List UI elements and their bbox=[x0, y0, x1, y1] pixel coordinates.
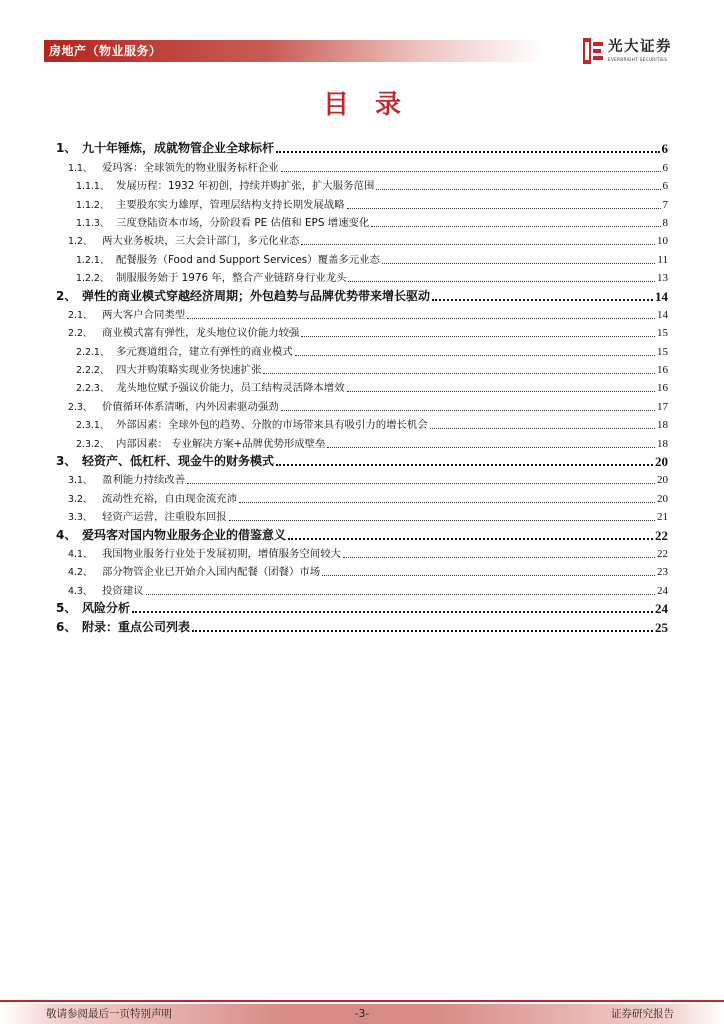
toc-entry[interactable] bbox=[56, 451, 668, 469]
toc-entry-title: 制服服务始于 1976 年，整合产业链跻身行业龙头 bbox=[116, 272, 347, 285]
brand-name-cn: 光大证券 bbox=[608, 39, 672, 55]
toc-entry-number: 1.1.3、 bbox=[76, 217, 110, 229]
toc-entry-page: 7 bbox=[662, 198, 668, 211]
toc-entry-title: 龙头地位赋予强议价能力，员工结构灵活降本增效 bbox=[116, 382, 345, 395]
toc-entry-page: 6 bbox=[662, 161, 668, 174]
toc-entry-page: 10 bbox=[657, 235, 668, 248]
toc-entry-number: 1.2、 bbox=[68, 236, 93, 248]
toc-entry[interactable] bbox=[56, 285, 668, 303]
toc-leader-dots bbox=[432, 299, 653, 301]
toc-entry[interactable] bbox=[56, 156, 668, 174]
toc-entry[interactable] bbox=[56, 193, 668, 211]
toc-entry-page: 16 bbox=[657, 364, 668, 377]
toc-entry[interactable] bbox=[56, 598, 668, 616]
toc-entry-title: 我国物业服务行业处于发展初期，增值服务空间较大 bbox=[102, 547, 341, 560]
toc-entry-number: 6、 bbox=[56, 619, 77, 634]
toc-leader-dots bbox=[382, 263, 655, 264]
toc-entry-title: 外部因素：全球外包的趋势、分散的市场带来具有吸引力的增长机会 bbox=[116, 419, 428, 432]
toc-entry-page: 21 bbox=[657, 511, 668, 524]
toc-entry[interactable] bbox=[56, 395, 668, 413]
toc-entry-number: 2.2.2、 bbox=[76, 365, 110, 377]
toc-entry-number: 1.1.1、 bbox=[76, 181, 110, 193]
toc-entry[interactable] bbox=[56, 340, 668, 358]
toc-entry[interactable] bbox=[56, 322, 668, 340]
toc-entry-page: 22 bbox=[655, 527, 668, 543]
toc-entry-number: 3、 bbox=[56, 454, 77, 469]
toc-entry-page: 15 bbox=[657, 327, 668, 340]
toc-leader-dots bbox=[347, 391, 655, 392]
toc-entry-title: 爱玛客：全球领先的物业服务标杆企业 bbox=[102, 161, 279, 174]
toc-entry-page: 6 bbox=[661, 141, 668, 157]
toc-entry-number: 3.2、 bbox=[68, 493, 93, 505]
toc-entry-number: 4、 bbox=[56, 527, 77, 542]
toc-entry[interactable] bbox=[56, 212, 668, 230]
toc-entry-page: 13 bbox=[657, 272, 668, 285]
toc-entry-page: 23 bbox=[657, 566, 668, 579]
toc-entry-title: 流动性充裕，自由现金流充沛 bbox=[102, 492, 238, 505]
brand-logo bbox=[583, 38, 683, 66]
toc-entry-title: 两大客户合同类型 bbox=[102, 308, 186, 321]
toc-entry-title: 九十年锤炼，成就物管企业全球标杆 bbox=[82, 141, 275, 156]
toc-entry[interactable] bbox=[56, 506, 668, 524]
toc-leader-dots bbox=[281, 410, 655, 411]
toc-entry-page: 22 bbox=[657, 547, 668, 560]
toc-entry[interactable] bbox=[56, 377, 668, 395]
toc-entry-number: 1、 bbox=[56, 141, 77, 156]
toc-entry-number: 2.3.1、 bbox=[76, 420, 110, 432]
toc-entry-number: 2.1、 bbox=[68, 309, 93, 321]
toc-entry-number: 1.2.1、 bbox=[76, 254, 110, 266]
footer-rule bbox=[0, 1000, 724, 1002]
toc-entry-number: 4.1、 bbox=[68, 548, 93, 560]
toc-leader-dots bbox=[132, 611, 653, 613]
toc-entry-title: 轻资产、低杠杆、现金牛的财务模式 bbox=[82, 454, 275, 469]
toc-entry-title: 两大业务板块，三大会计部门，多元化业态 bbox=[102, 235, 300, 248]
toc-leader-dots bbox=[276, 151, 659, 153]
toc-entry-title: 部分物管企业已开始介入国内配餐（团餐）市场 bbox=[102, 566, 321, 579]
footer-report-type: 证券研究报告 bbox=[611, 1008, 674, 1020]
toc-leader-dots bbox=[348, 281, 655, 282]
toc-entry-title: 弹性的商业模式穿越经济周期；外包趋势与品牌优势带来增长驱动 bbox=[82, 288, 431, 303]
toc-entry-page: 11 bbox=[657, 253, 668, 266]
table-of-contents bbox=[56, 138, 668, 635]
toc-entry[interactable] bbox=[56, 359, 668, 377]
toc-leader-dots bbox=[301, 336, 655, 337]
toc-leader-dots bbox=[146, 594, 655, 595]
toc-entry-page: 24 bbox=[657, 584, 668, 597]
toc-entry-page: 24 bbox=[655, 601, 668, 617]
toc-entry-title: 盈利能力持续改善 bbox=[102, 474, 186, 487]
toc-entry-title: 轻资产运营，注重股东回报 bbox=[102, 511, 227, 524]
toc-entry[interactable] bbox=[56, 524, 668, 542]
toc-entry-title: 三度登陆资本市场，分阶段看 PE 估值和 EPS 增速变化 bbox=[116, 216, 370, 229]
toc-leader-dots bbox=[327, 447, 655, 448]
toc-title: 目录 bbox=[322, 90, 427, 120]
toc-entry-title: 配餐服务（Food and Support Services）覆盖多元业态 bbox=[116, 253, 380, 266]
toc-entry[interactable] bbox=[56, 579, 668, 597]
toc-entry[interactable] bbox=[56, 616, 668, 634]
toc-leader-dots bbox=[276, 464, 653, 466]
toc-entry-page: 16 bbox=[657, 382, 668, 395]
toc-entry-title: 爱玛客对国内物业服务企业的借鉴意义 bbox=[82, 527, 287, 542]
toc-entry[interactable] bbox=[56, 414, 668, 432]
toc-entry-page: 18 bbox=[657, 437, 668, 450]
toc-entry-number: 4.2、 bbox=[68, 567, 93, 579]
toc-entry-page: 20 bbox=[657, 474, 668, 487]
toc-entry[interactable] bbox=[56, 469, 668, 487]
toc-entry[interactable] bbox=[56, 487, 668, 505]
toc-entry-number: 1.2.2、 bbox=[76, 273, 110, 285]
toc-leader-dots bbox=[187, 318, 655, 319]
toc-entry-page: 20 bbox=[657, 492, 668, 505]
toc-entry-page: 20 bbox=[655, 454, 668, 470]
toc-leader-dots bbox=[187, 483, 655, 484]
toc-entry[interactable] bbox=[56, 304, 668, 322]
toc-entry-title: 发展历程：1932 年初创，持续并购扩张，扩大服务范围 bbox=[116, 180, 375, 193]
toc-entry-number: 2.2、 bbox=[68, 328, 93, 340]
toc-leader-dots bbox=[430, 428, 655, 429]
toc-entry-title: 价值循环体系清晰，内外因素驱动强劲 bbox=[102, 400, 279, 413]
footer-page-number: -3- bbox=[354, 1008, 370, 1020]
toc-entry-page: 14 bbox=[655, 288, 668, 304]
brand-logo-icon bbox=[583, 38, 603, 64]
toc-entry-number: 1.1.2、 bbox=[76, 199, 110, 211]
toc-leader-dots bbox=[371, 226, 660, 227]
toc-leader-dots bbox=[376, 189, 660, 190]
toc-entry[interactable] bbox=[56, 230, 668, 248]
brand-name-en: EVERBRIGHT SECURITIES bbox=[608, 57, 668, 62]
toc-entry-page: 25 bbox=[655, 619, 668, 635]
toc-leader-dots bbox=[239, 502, 655, 503]
toc-entry[interactable] bbox=[56, 561, 668, 579]
toc-leader-dots bbox=[347, 208, 661, 209]
toc-leader-dots bbox=[295, 355, 655, 356]
toc-entry-title: 内部因素： 专业解决方案+品牌优势形成壁垒 bbox=[116, 437, 326, 450]
toc-entry-page: 18 bbox=[657, 419, 668, 432]
toc-entry-page: 6 bbox=[662, 180, 668, 193]
toc-leader-dots bbox=[229, 520, 655, 521]
toc-leader-dots bbox=[288, 538, 653, 540]
toc-leader-dots bbox=[322, 575, 655, 576]
toc-entry-number: 3.1、 bbox=[68, 475, 93, 487]
toc-leader-dots bbox=[343, 557, 655, 558]
toc-entry-title: 四大并购策略实现业务快速扩张 bbox=[116, 364, 262, 377]
toc-entry[interactable] bbox=[56, 432, 668, 450]
toc-entry-title: 投资建议 bbox=[102, 584, 144, 597]
toc-entry-title: 附录：重点公司列表 bbox=[82, 619, 191, 634]
toc-leader-dots bbox=[281, 171, 661, 172]
toc-entry-page: 8 bbox=[662, 216, 668, 229]
toc-entry[interactable] bbox=[56, 248, 668, 266]
toc-leader-dots bbox=[263, 373, 655, 374]
toc-entry-page: 14 bbox=[657, 308, 668, 321]
toc-entry[interactable] bbox=[56, 175, 668, 193]
toc-entry-title: 商业模式富有弹性，龙头地位议价能力较强 bbox=[102, 327, 300, 340]
toc-entry-page: 15 bbox=[657, 345, 668, 358]
toc-entry[interactable] bbox=[56, 138, 668, 156]
toc-leader-dots bbox=[192, 630, 653, 632]
toc-entry-title: 主要股东实力雄厚，管理层结构支持长期发展战略 bbox=[116, 198, 345, 211]
header-section-label: 房地产（物业服务） bbox=[49, 44, 162, 58]
toc-entry-number: 1.1、 bbox=[68, 162, 93, 174]
toc-leader-dots bbox=[301, 244, 655, 245]
toc-entry-title: 多元赛道组合，建立有弹性的商业模式 bbox=[116, 345, 293, 358]
toc-entry-number: 2.2.1、 bbox=[76, 346, 110, 358]
toc-entry[interactable] bbox=[56, 267, 668, 285]
toc-entry-number: 5、 bbox=[56, 601, 77, 616]
toc-entry-number: 4.3、 bbox=[68, 585, 93, 597]
footer-disclaimer: 敬请参阅最后一页特别声明 bbox=[46, 1008, 172, 1020]
toc-entry-number: 2.2.3、 bbox=[76, 383, 110, 395]
toc-entry-number: 2.3、 bbox=[68, 401, 93, 413]
toc-entry[interactable] bbox=[56, 543, 668, 561]
toc-entry-number: 2.3.2、 bbox=[76, 438, 110, 450]
toc-entry-number: 2、 bbox=[56, 288, 77, 303]
toc-entry-page: 17 bbox=[657, 400, 668, 413]
toc-entry-title: 风险分析 bbox=[82, 601, 131, 616]
toc-entry-number: 3.3、 bbox=[68, 512, 93, 524]
